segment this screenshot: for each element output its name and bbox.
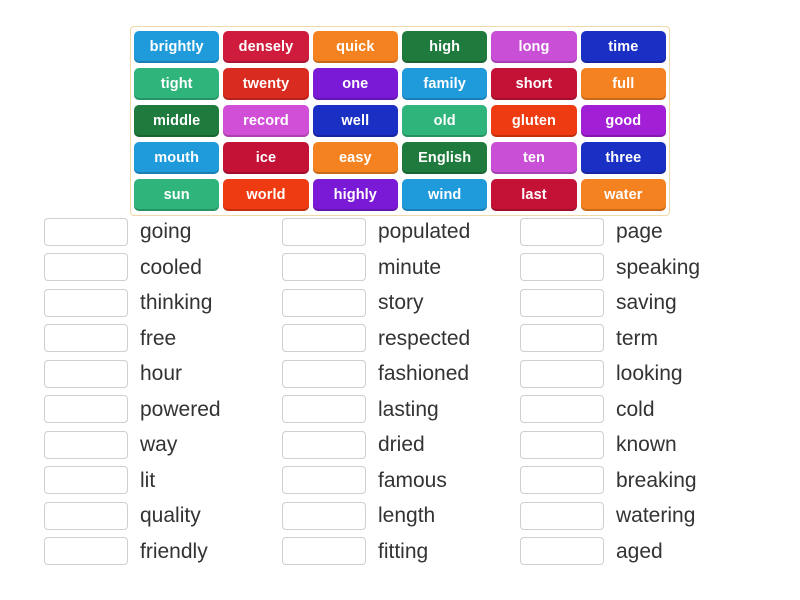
word-tile[interactable]: good (581, 105, 666, 137)
answer-label: friendly (140, 539, 208, 563)
answer-label: term (616, 326, 658, 350)
answer-columns (44, 214, 784, 569)
answer-label: breaking (616, 468, 697, 492)
word-tile[interactable]: time (581, 31, 666, 63)
answer-row (282, 321, 520, 357)
answer-row (44, 321, 282, 357)
tile-row (134, 31, 666, 63)
answer-label: free (140, 326, 177, 350)
word-tile[interactable]: three (581, 142, 666, 174)
word-tile[interactable]: full (581, 68, 666, 100)
answer-row (282, 427, 520, 463)
answer-row (44, 463, 282, 499)
drop-slot[interactable] (282, 324, 366, 352)
drop-slot[interactable] (282, 289, 366, 317)
drop-slot[interactable] (282, 537, 366, 565)
word-tile[interactable]: record (223, 105, 308, 137)
drop-slot[interactable] (44, 466, 128, 494)
drop-slot[interactable] (520, 253, 604, 281)
answer-row (44, 498, 282, 534)
answer-row (282, 534, 520, 570)
drop-slot[interactable] (282, 466, 366, 494)
answer-row (520, 321, 758, 357)
answer-row (282, 285, 520, 321)
answer-row (520, 463, 758, 499)
answer-label: dried (378, 433, 425, 457)
drop-slot[interactable] (44, 324, 128, 352)
drop-slot[interactable] (520, 395, 604, 423)
word-tile[interactable]: mouth (134, 142, 219, 174)
drop-slot[interactable] (520, 360, 604, 388)
drop-slot[interactable] (282, 253, 366, 281)
drop-slot[interactable] (282, 431, 366, 459)
answer-row (520, 534, 758, 570)
answer-row (520, 250, 758, 286)
answer-column (520, 214, 758, 569)
answer-row (44, 356, 282, 392)
answer-label: page (616, 220, 663, 244)
drop-slot[interactable] (44, 502, 128, 530)
drop-slot[interactable] (520, 466, 604, 494)
tile-row (134, 68, 666, 100)
answer-label: famous (378, 468, 447, 492)
word-tile[interactable]: long (491, 31, 576, 63)
answer-label: lasting (378, 397, 439, 421)
word-tile[interactable]: highly (313, 179, 398, 211)
answer-label: respected (378, 326, 471, 350)
answer-column (44, 214, 282, 569)
answer-row (44, 214, 282, 250)
answer-label: populated (378, 220, 471, 244)
tile-bank (130, 26, 670, 216)
drop-slot[interactable] (282, 360, 366, 388)
word-tile[interactable]: tight (134, 68, 219, 100)
tile-row (134, 142, 666, 174)
word-tile[interactable]: easy (313, 142, 398, 174)
word-tile[interactable]: well (313, 105, 398, 137)
drop-slot[interactable] (282, 218, 366, 246)
word-tile[interactable]: last (491, 179, 576, 211)
answer-row (520, 498, 758, 534)
word-tile[interactable]: short (491, 68, 576, 100)
answer-label: way (140, 433, 178, 457)
answer-row (44, 285, 282, 321)
drop-slot[interactable] (44, 289, 128, 317)
word-tile[interactable]: sun (134, 179, 219, 211)
answer-label: lit (140, 468, 156, 492)
answer-row (520, 427, 758, 463)
word-tile[interactable]: twenty (223, 68, 308, 100)
answer-label: thinking (140, 291, 213, 315)
answer-row (520, 214, 758, 250)
answer-label: aged (616, 539, 663, 563)
word-tile[interactable]: wind (402, 179, 487, 211)
word-tile[interactable]: quick (313, 31, 398, 63)
answer-label: fashioned (378, 362, 470, 386)
answer-row (282, 463, 520, 499)
answer-row (282, 356, 520, 392)
answer-row (520, 285, 758, 321)
drop-slot[interactable] (520, 289, 604, 317)
word-tile[interactable]: middle (134, 105, 219, 137)
answer-label: hour (140, 362, 183, 386)
answer-label: speaking (616, 255, 701, 279)
answer-row (282, 498, 520, 534)
drop-slot[interactable] (520, 502, 604, 530)
answer-row (44, 534, 282, 570)
drop-slot[interactable] (282, 395, 366, 423)
answer-row (44, 250, 282, 286)
answer-label: saving (616, 291, 677, 315)
drop-slot[interactable] (44, 431, 128, 459)
word-tile[interactable]: ice (223, 142, 308, 174)
answer-row (520, 392, 758, 428)
answer-label: minute (378, 255, 442, 279)
drop-slot[interactable] (44, 253, 128, 281)
drop-slot[interactable] (520, 537, 604, 565)
word-tile[interactable]: water (581, 179, 666, 211)
answer-row (282, 214, 520, 250)
answer-label: cold (616, 397, 655, 421)
tile-row (134, 105, 666, 137)
word-tile[interactable]: family (402, 68, 487, 100)
drop-slot[interactable] (44, 537, 128, 565)
answer-label: known (616, 433, 677, 457)
drop-slot[interactable] (520, 218, 604, 246)
drop-slot[interactable] (282, 502, 366, 530)
word-tile[interactable]: gluten (491, 105, 576, 137)
drop-slot[interactable] (520, 324, 604, 352)
word-tile[interactable]: English (402, 142, 487, 174)
word-tile[interactable]: densely (223, 31, 308, 63)
drop-slot[interactable] (44, 360, 128, 388)
word-tile[interactable]: one (313, 68, 398, 100)
word-tile[interactable]: old (402, 105, 487, 137)
answer-label: fitting (378, 539, 429, 563)
word-tile[interactable]: ten (491, 142, 576, 174)
answer-label: going (140, 220, 192, 244)
answer-label: story (378, 291, 424, 315)
answer-label: quality (140, 504, 201, 528)
drop-slot[interactable] (44, 395, 128, 423)
answer-label: cooled (140, 255, 202, 279)
answer-row (282, 392, 520, 428)
answer-row (282, 250, 520, 286)
answer-label: watering (616, 504, 696, 528)
word-tile[interactable]: high (402, 31, 487, 63)
answer-row (44, 392, 282, 428)
word-tile[interactable]: brightly (134, 31, 219, 63)
answer-column (282, 214, 520, 569)
answer-row (520, 356, 758, 392)
word-tile[interactable]: world (223, 179, 308, 211)
answer-label: length (378, 504, 436, 528)
drop-slot[interactable] (520, 431, 604, 459)
tile-row (134, 179, 666, 211)
answer-row (44, 427, 282, 463)
answer-label: looking (616, 362, 683, 386)
drop-slot[interactable] (44, 218, 128, 246)
answer-label: powered (140, 397, 221, 421)
